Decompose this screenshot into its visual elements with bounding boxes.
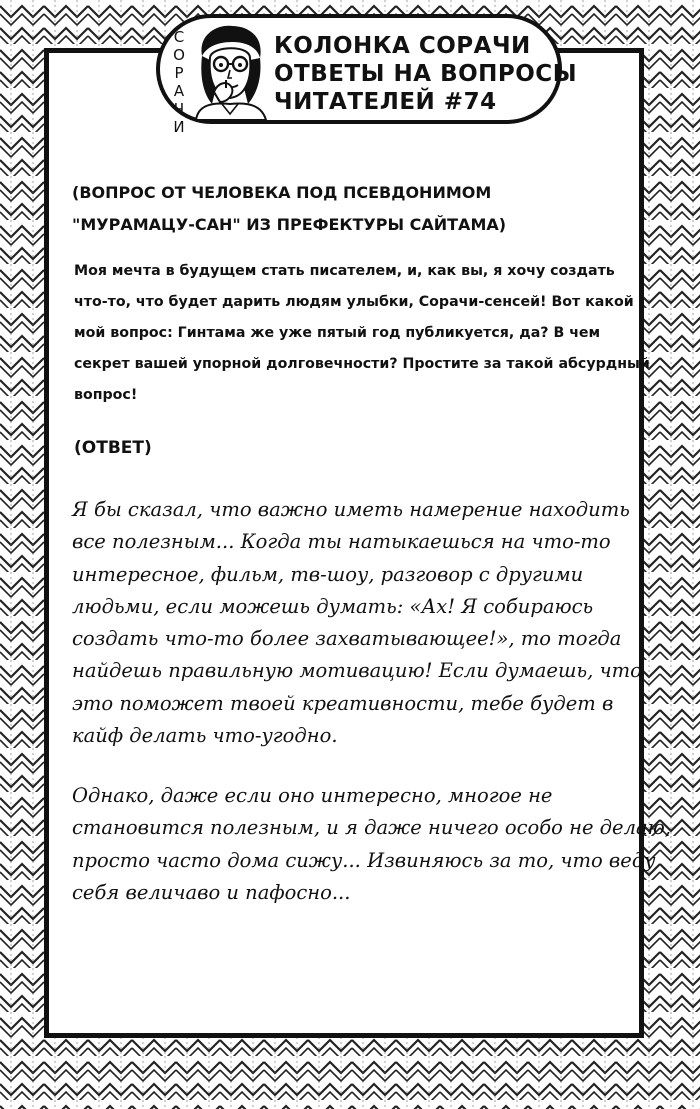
- answer-paragraph-2: Однако, даже если оно интересно, многое не становится полезным, и я даже ничего особо не делаю, просто часто дома сижу... Извиняюсь за то, что веду себя величаво и пафосно...: [72, 784, 671, 904]
- author-name-vertical: С О Р А Ч И: [173, 28, 185, 136]
- answer-paragraph-1: Я бы сказал, что важно иметь намерение находить все полезным... Когда ты натыкаешься на что-то интересное, фильм, тв-шоу, разговор с другими людьми, если можешь думать: «Ах! Я собираюсь создать что-то более захватывающее!», то тогда найдешь правильную мотивацию! Если думаешь, что это поможет твоей креативности, тебе будет в кайф делать что-угодно.: [72, 498, 642, 748]
- answer-heading: (ОТВЕТ): [74, 438, 152, 458]
- question-body: Моя мечта в будущем стать писателем, и, как вы, я хочу создать что-то, что будет дарить людям улыбки, Сорачи-сенсей! Вот какой мой вопрос: Гинтама же уже пятый год публикуется, да? В чем секрет вашей упорной долговечности? Простите за такой абсурдный вопрос!: [74, 263, 650, 403]
- column-title: КОЛОНКА СОРАЧИ ОТВЕТЫ НА ВОПРОСЫ ЧИТАТЕЛЕЙ #74: [274, 33, 578, 115]
- question-heading: (ВОПРОС ОТ ЧЕЛОВЕКА ПОД ПСЕВДОНИМОМ "МУРАМАЦУ-САН" ИЗ ПРЕФЕКТУРЫ САЙТАМА): [72, 183, 507, 234]
- author-avatar-illustration: [188, 22, 272, 120]
